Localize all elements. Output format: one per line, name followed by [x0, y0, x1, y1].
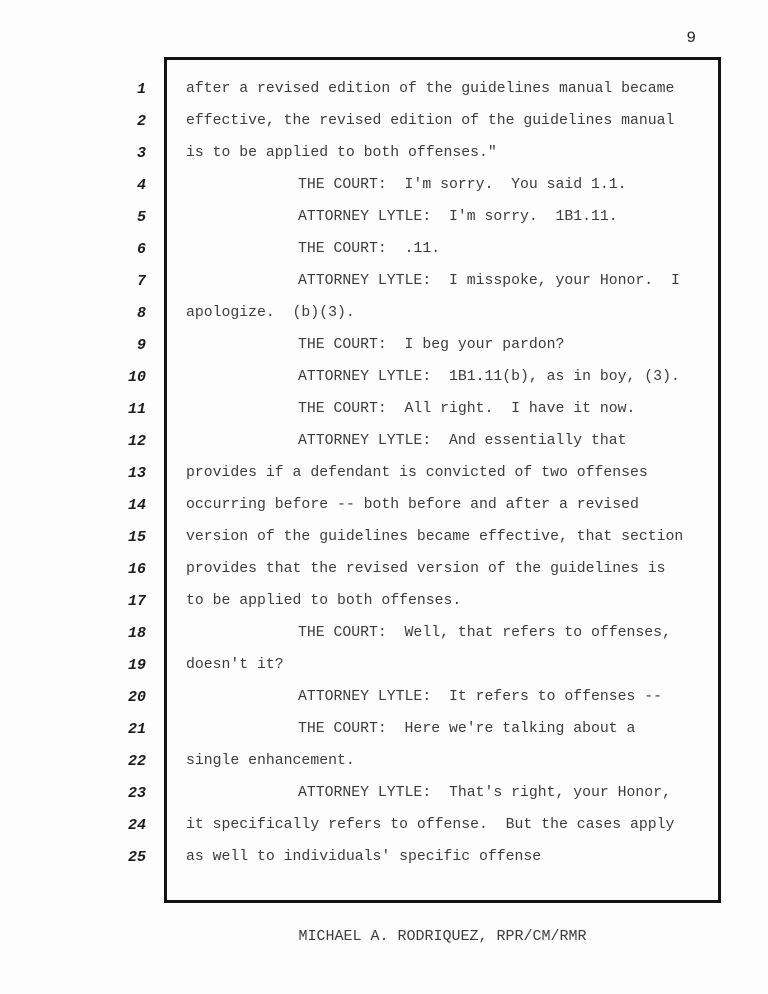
transcript-line	[0, 137, 768, 169]
line-text: THE COURT: Well, that refers to offenses,	[298, 625, 671, 641]
transcript-line	[0, 585, 768, 617]
line-number: 16	[127, 560, 146, 578]
line-text: as well to individuals' specific offense	[186, 849, 542, 865]
line-number: 25	[127, 848, 146, 866]
transcript-line	[0, 681, 768, 713]
transcript-line	[0, 297, 768, 329]
transcript-line	[0, 233, 768, 265]
transcript-line	[0, 105, 768, 137]
line-text: provides that the revised version of the guidelines is	[186, 561, 666, 577]
transcript-line	[0, 329, 768, 361]
transcript-line	[0, 489, 768, 521]
line-number: 7	[136, 272, 146, 290]
line-text: after a revised edition of the guidelines manual became	[186, 81, 675, 97]
line-text: ATTORNEY LYTLE: I'm sorry. 1B1.11.	[298, 209, 618, 225]
line-text: ATTORNEY LYTLE: I misspoke, your Honor. I	[298, 273, 680, 289]
transcript-line	[0, 553, 768, 585]
line-number: 12	[127, 432, 146, 450]
line-number: 3	[136, 144, 146, 162]
transcript-line	[0, 841, 768, 873]
line-number: 24	[127, 816, 146, 834]
line-text: ATTORNEY LYTLE: That's right, your Honor,	[298, 785, 671, 801]
transcript-line	[0, 617, 768, 649]
transcript-line	[0, 457, 768, 489]
line-text: effective, the revised edition of the guidelines manual	[186, 113, 675, 129]
line-number: 20	[127, 688, 146, 706]
line-number: 4	[136, 176, 146, 194]
transcript-line	[0, 425, 768, 457]
line-text: THE COURT: All right. I have it now.	[298, 401, 636, 417]
line-text: is to be applied to both offenses."	[186, 145, 497, 161]
transcript-line	[0, 201, 768, 233]
line-text: THE COURT: .11.	[298, 241, 441, 257]
line-number: 21	[127, 720, 146, 738]
line-text: THE COURT: I'm sorry. You said 1.1.	[298, 177, 627, 193]
transcript-line	[0, 777, 768, 809]
line-number: 15	[127, 528, 146, 546]
line-text: ATTORNEY LYTLE: And essentially that	[298, 433, 627, 449]
line-number: 17	[127, 592, 146, 610]
line-number: 23	[127, 784, 146, 802]
line-text: it specifically refers to offense. But the cases apply	[186, 817, 675, 833]
line-number: 2	[136, 112, 146, 130]
line-text: ATTORNEY LYTLE: It refers to offenses --	[298, 689, 663, 705]
line-number: 19	[127, 656, 146, 674]
reporter-credit: MICHAEL A. RODRIQUEZ, RPR/CM/RMR	[298, 928, 587, 945]
line-text: to be applied to both offenses.	[186, 593, 462, 609]
line-number: 6	[136, 240, 146, 258]
line-number: 13	[127, 464, 146, 482]
line-number: 9	[136, 336, 146, 354]
line-text: apologize. (b)(3).	[186, 305, 355, 321]
line-text: THE COURT: I beg your pardon?	[298, 337, 565, 353]
line-number: 10	[127, 368, 146, 386]
transcript-line	[0, 73, 768, 105]
line-text: THE COURT: Here we're talking about a	[298, 721, 636, 737]
line-number: 22	[127, 752, 146, 770]
line-text: version of the guidelines became effective, that section	[186, 529, 684, 545]
line-text: single enhancement.	[186, 753, 355, 769]
transcript-line	[0, 265, 768, 297]
transcript-line	[0, 521, 768, 553]
transcript-line	[0, 745, 768, 777]
line-text: doesn't it?	[186, 657, 284, 673]
line-text: ATTORNEY LYTLE: 1B1.11(b), as in boy, (3).	[298, 369, 680, 385]
page-number: 9	[686, 29, 696, 47]
line-number: 11	[127, 400, 146, 418]
transcript-line	[0, 361, 768, 393]
line-number: 14	[127, 496, 146, 514]
line-number: 5	[136, 208, 146, 226]
line-number: 8	[136, 304, 146, 322]
transcript-lines	[0, 73, 768, 873]
line-text: occurring before -- both before and after a revised	[186, 497, 639, 513]
transcript-line	[0, 393, 768, 425]
transcript-line	[0, 713, 768, 745]
transcript-line	[0, 169, 768, 201]
line-number: 18	[127, 624, 146, 642]
line-text: provides if a defendant is convicted of two offenses	[186, 465, 648, 481]
line-number: 1	[136, 80, 146, 98]
transcript-line	[0, 809, 768, 841]
transcript-line	[0, 649, 768, 681]
